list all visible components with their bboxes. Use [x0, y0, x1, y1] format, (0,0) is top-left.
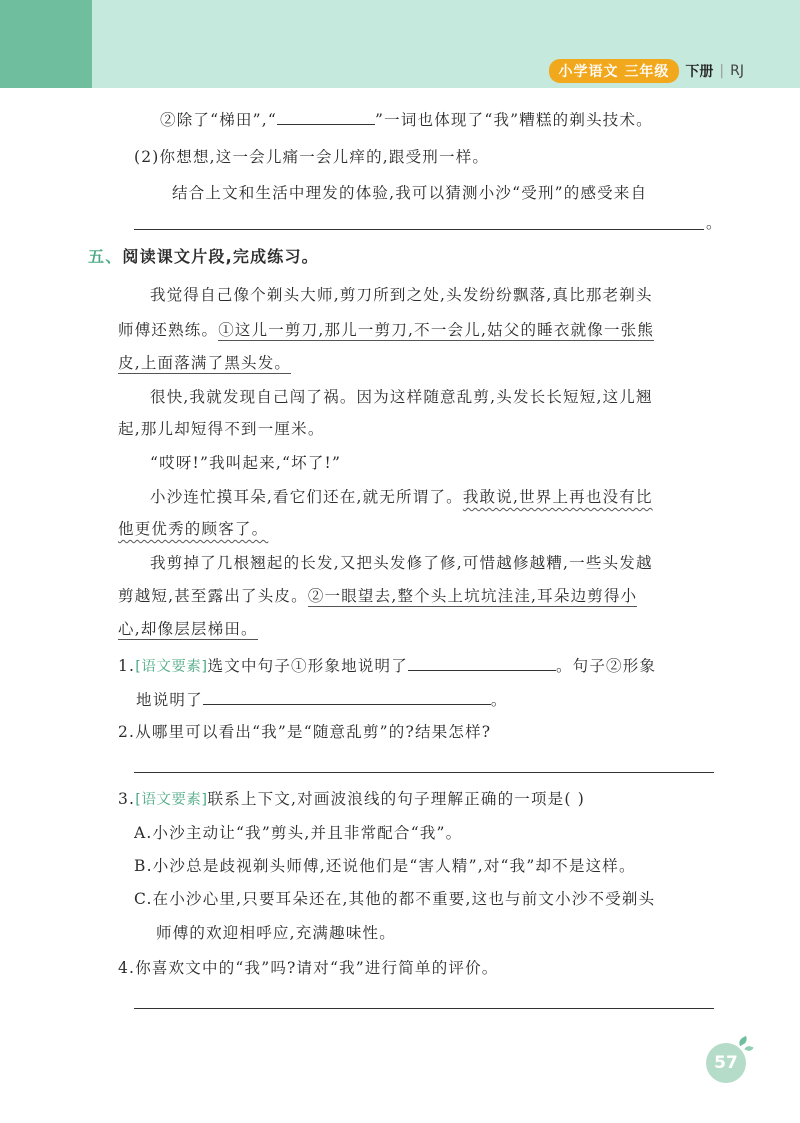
question-1-2-text-b: ”一词也体现了“我”糟糕的剃头技术。: [375, 111, 653, 129]
question-1: [118, 654, 656, 678]
section-number: 五、: [88, 247, 123, 266]
passage-p5-line2-a: 剪越短,甚至露出了头皮。: [118, 587, 308, 605]
question-1-text-c: 地说明了: [136, 691, 203, 709]
passage-p5-line3: [118, 618, 258, 640]
question-1-2: [160, 108, 653, 131]
passage-p1-line3: [118, 352, 291, 374]
option-c-cont: 师傅的欢迎相呼应,充满趣味性。: [156, 924, 396, 942]
question-3-number: 3.: [118, 790, 136, 808]
answer-line-period: 。: [706, 214, 723, 232]
passage-p1-line2: [118, 319, 654, 341]
page-number-badge: [706, 1043, 746, 1083]
leaf-icon: [737, 1036, 749, 1046]
passage-p2-line2: 起,那儿却短得不到一厘米。: [118, 420, 325, 438]
passage-p4-line1-a: 小沙连忙摸耳朵,看它们还在,就无所谓了。: [150, 488, 463, 506]
page-header: [0, 0, 800, 88]
sentence-2-underlined-end: 心,却像层层梯田。: [118, 620, 258, 638]
sentence-1-underlined-end: 皮,上面落满了黑头发。: [118, 354, 292, 372]
tag-open: [: [135, 659, 142, 675]
option-c[interactable]: C.在小沙心里,只要耳朵还在,其他的都不重要,这也与前文小沙不受剃头: [134, 890, 656, 908]
passage-p4-line2: [118, 518, 268, 540]
question-1-text-a: 选文中句子①形象地说明了: [207, 657, 408, 675]
sentence-1-underlined: ①这儿一剪刀,那儿一剪刀,不一会儿,姑父的睡衣就像一张熊: [218, 321, 655, 339]
section-title: 阅读课文片段,完成练习。: [122, 247, 319, 266]
question-3-text: 联系上下文,对画波浪线的句子理解正确的一项是( ): [207, 790, 585, 808]
passage-p2-line1: 很快,我就发现自己闯了祸。因为这样随意乱剪,头发长长短短,这儿翘: [150, 388, 653, 406]
question-2: (2)你想想,这一会儿痛一会儿痒的,跟受刑一样。: [134, 148, 490, 166]
option-b[interactable]: B.小沙总是歧视剃头师傅,还说他们是“害人精”,对“我”却不是这样。: [134, 857, 636, 875]
question-2-prompt: 结合上文和生活中理发的体验,我可以猜测小沙“受刑”的感受来自: [172, 184, 648, 202]
passage-p4-line1: [150, 486, 653, 508]
header-tab: [0, 0, 92, 88]
sentence-2-underlined: ②一眼望去,整个头上坑坑洼洼,耳朵边剪得小: [307, 587, 638, 605]
answer-blank[interactable]: [277, 108, 375, 125]
passage-p5-line1: 我剪掉了几根翘起的长发,又把头发修了修,可惜越修越糟,一些头发越: [150, 554, 653, 572]
answer-line-q2[interactable]: [134, 772, 714, 773]
answer-line-q4[interactable]: [134, 1008, 714, 1009]
question-1-text-b: 。句子②形象: [555, 657, 657, 675]
question-1-2-text-a: ②除了“梯田”,“: [160, 111, 277, 129]
passage-p5-line2: [118, 585, 637, 607]
leaf-icon: [744, 1045, 753, 1052]
passage-p1-line1: 我觉得自己像个剃头大师,剪刀所到之处,头发纷纷飘落,真比那老剃头: [150, 286, 653, 304]
tag-close: ]: [201, 792, 208, 808]
question-4: 4.你喜欢文中的“我”吗?请对“我”进行简单的评价。: [118, 959, 499, 977]
passage-p1-line2-a: 师傅还熟练。: [118, 321, 219, 339]
header-label: [549, 60, 744, 82]
tag-open: [: [135, 792, 142, 808]
option-a[interactable]: A.小沙主动让“我”剪头,并且非常配合“我”。: [134, 824, 463, 842]
question-3: [118, 788, 585, 811]
question-2b: 2.从哪里可以看出“我”是“随意乱剪”的?结果怎样?: [118, 723, 492, 741]
question-1-number: 1.: [118, 657, 136, 675]
passage-p3: “哎呀!”我叫起来,“坏了!”: [150, 454, 342, 472]
wavy-sentence-end: 他更优秀的顾客了。: [118, 520, 269, 538]
tag-text: 语文要素: [141, 792, 202, 808]
header-separator: |: [719, 63, 725, 79]
question-1-text-d: 。: [490, 691, 508, 709]
skill-tag: [135, 792, 207, 808]
section-5-heading: [88, 246, 319, 268]
page-number: 57: [714, 1053, 738, 1073]
answer-blank-1[interactable]: [408, 654, 556, 671]
tag-text: 语文要素: [141, 659, 202, 675]
answer-line[interactable]: [134, 229, 704, 230]
answer-blank-2[interactable]: [203, 688, 491, 705]
edition-label: RJ: [730, 63, 744, 79]
subject-grade-badge: 小学语文 三年级: [549, 59, 680, 83]
tag-close: ]: [201, 659, 208, 675]
question-1-cont: [136, 688, 508, 711]
wavy-sentence: 我敢说,世界上再也没有比: [462, 488, 653, 506]
skill-tag: [135, 659, 207, 675]
volume-label: 下册: [685, 64, 714, 80]
